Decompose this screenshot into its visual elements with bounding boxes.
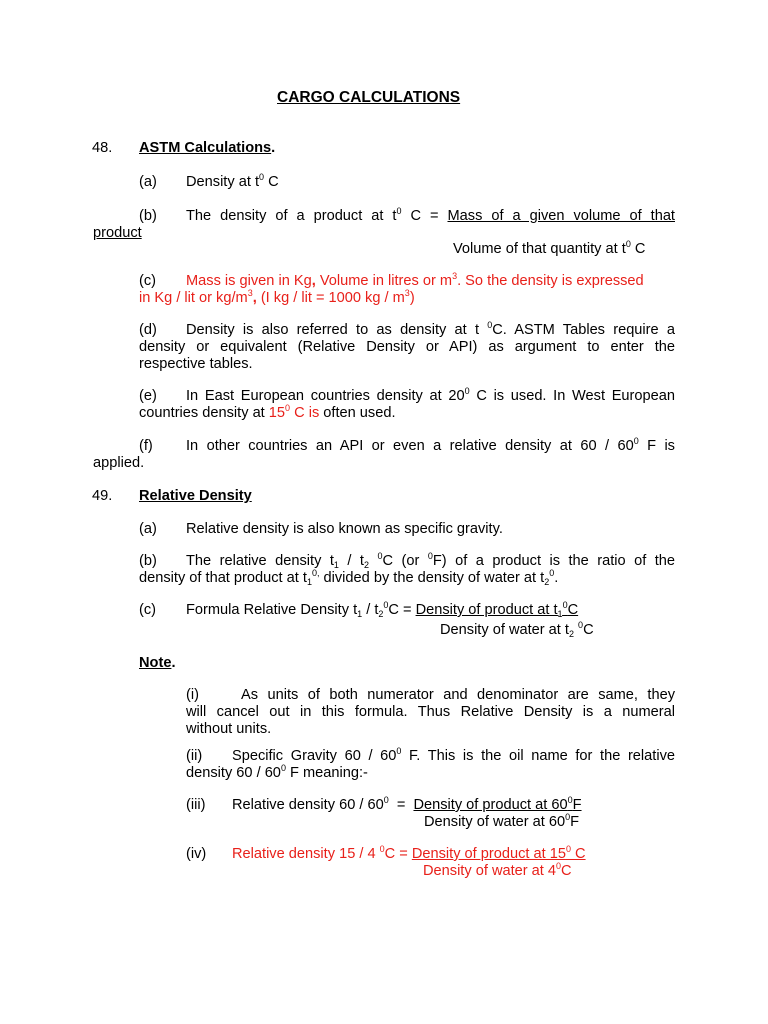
item-49b-label: (b): [139, 553, 157, 569]
note-iii-formula: Relative density $60 / 60^0$ = Density of product at $60^0F$: [232, 795, 582, 813]
item-49b-line2: density of that product at $t_1^{0,}$ divided by the density of water at $t_2^0$.: [139, 568, 559, 587]
item-48d-line2: density or equivalent (Relative Density or API) as argument to enter the: [139, 339, 675, 355]
note-iii-numerator: Density of product at $60^0F$: [413, 795, 582, 813]
item-48a-label: (a): [139, 174, 157, 190]
note-ii-line1: Specific Gravity $60 / 60^0$ F. This is the oil name for the relative: [232, 746, 675, 764]
note-iv-numerator: Density of product at $15^0$ C: [411, 844, 586, 862]
item-48a-text: Density at $t^0$ C: [186, 172, 279, 190]
item-48b-line1: The density of a product at $t^0$ C = Mass of a given volume of that: [186, 206, 675, 224]
note-iv-denominator: Density of water at $4^0C$: [423, 861, 572, 879]
item-49a-text: Relative density is also known as specific gravity.: [186, 521, 503, 537]
item-48f-line1: In other countries an API or even a relative density at $60 / 60^0$ F is: [186, 436, 675, 454]
item-48b-line2: product: [93, 225, 142, 241]
note-i-line3: without units.: [186, 721, 272, 737]
section-48-number: 48.: [92, 140, 113, 156]
note-i-label: (i): [186, 687, 199, 703]
item-49c-numerator: Density of product at $t_1^0C$: [415, 600, 579, 619]
item-48d-line1: Density is also referred to as density at t $^0$C. ASTM Tables require a: [186, 320, 675, 338]
item-49c-denominator: Density of water at $t_2$ $^0$C: [440, 620, 594, 639]
item-49c-label: (c): [139, 602, 157, 618]
note-i-line1: As units of both numerator and denominator are same, they: [241, 687, 675, 703]
item-48f-label: (f): [139, 438, 153, 454]
item-48b-label: (b): [139, 208, 157, 224]
note-iv-formula: Relative density 15 / 4 $^0$C = Density of product at $15^0$ C: [232, 844, 586, 862]
item-48e-label: (e): [139, 388, 157, 404]
note-ii-label: (ii): [186, 748, 203, 764]
item-48c-label: (c): [139, 273, 157, 289]
section-49-number: 49.: [92, 488, 113, 504]
item-48e-line2: countries density at $15^0$ C is often used.: [139, 403, 396, 421]
item-48f-line2: applied.: [93, 455, 145, 471]
note-ii-line2: density $60 / 60^0$ F meaning:-: [186, 763, 368, 781]
item-48e-line1: In East European countries density at $20^0$ C is used. In West European: [186, 386, 675, 404]
note-iv-label: (iv): [186, 846, 207, 862]
section-48-heading: ASTM Calculations.: [139, 140, 276, 156]
item-49c-formula: Formula Relative Density $t_1 / t_2^0C$ = Density of product at $t_1^0C$: [186, 600, 579, 619]
item-49a-label: (a): [139, 521, 157, 537]
item-48d-label: (d): [139, 322, 157, 338]
page-title: CARGO CALCULATIONS: [277, 89, 461, 106]
note-iii-denominator: Density of water at $60^0F$: [424, 812, 580, 830]
note-heading: Note.: [139, 655, 176, 671]
section-49-heading: Relative Density: [139, 488, 252, 504]
note-iii-label: (iii): [186, 797, 206, 813]
item-49b-line1: The relative density $t_1 / t_2$ $^0$C (or $^0$F) of a product is the ratio of the: [186, 551, 676, 570]
item-48d-line3: respective tables.: [139, 356, 253, 372]
item-48c-line2: in Kg / lit or $kg/m^3$, (I kg / lit = 1000 kg / $m^3$): [139, 288, 415, 306]
item-48c-line1: Mass is given in Kg, Volume in litres or $m^3$. So the density is expressed: [186, 271, 644, 289]
note-i-line2: will cancel out in this formula. Thus Relative Density is a numeral: [186, 704, 675, 720]
item-48b-denominator: Volume of that quantity at $t^0$ C: [453, 239, 646, 257]
